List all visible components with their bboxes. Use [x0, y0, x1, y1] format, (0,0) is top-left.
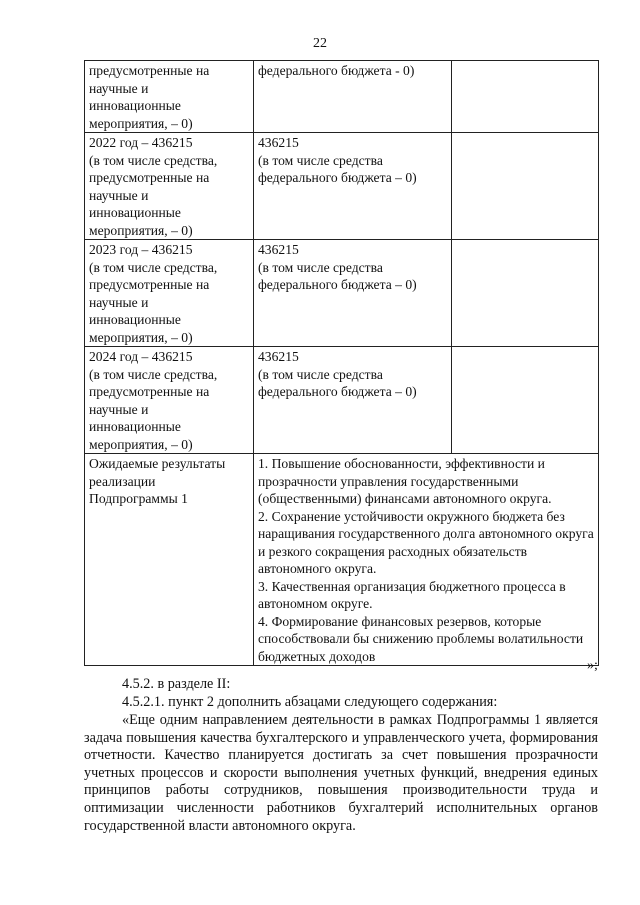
period-cell	[85, 133, 254, 240]
period-cell-line: научные и	[89, 187, 149, 203]
period-cell-line: инновационные	[89, 98, 181, 113]
amount-cell-line: 436215	[258, 135, 299, 150]
amount-cell	[254, 61, 452, 133]
amount-cell-line: (в том числе средства	[258, 259, 383, 275]
results-items-cell-line: 3. Качественная организация бюджетного процесса в автономном округе.	[258, 578, 566, 611]
results-items-cell	[254, 454, 599, 666]
amount-cell	[254, 240, 452, 347]
extra-cell	[452, 240, 599, 347]
period-cell	[85, 61, 254, 133]
extra-cell	[452, 61, 599, 133]
table-row-results	[85, 454, 599, 666]
period-cell-line: (в том числе средства,	[89, 366, 218, 382]
table-row	[85, 61, 599, 133]
amount-cell-line: федерального бюджета – 0)	[258, 384, 417, 399]
period-cell-line: предусмотренные на	[89, 277, 210, 292]
results-items-cell-line: 4. Формирование финансовых резервов, которые способствовали бы снижению проблемы волатильности бюджетных доходов	[258, 613, 584, 664]
period-cell-line: предусмотренные на	[89, 63, 210, 78]
table-row	[85, 240, 599, 347]
period-cell-line: 2023 год – 436215	[89, 242, 193, 257]
table-row	[85, 347, 599, 454]
period-cell-line: предусмотренные на	[89, 384, 210, 399]
results-items-cell-line: 2. Сохранение устойчивости окружного бюджета без наращивания государственного долга автономного округа и резкого сокращения расходных обязательств автономного округа.	[258, 508, 594, 576]
period-cell-line: инновационные	[89, 312, 181, 327]
amount-cell	[254, 347, 452, 454]
amount-cell-line: 436215	[258, 242, 299, 257]
results-label-cell-line: реализации	[89, 473, 156, 489]
period-cell-line: предусмотренные на	[89, 170, 210, 185]
results-label-cell-line: Ожидаемые результаты	[89, 456, 226, 471]
budget-table-body	[85, 61, 599, 666]
budget-table	[84, 60, 599, 666]
period-cell	[85, 240, 254, 347]
amount-cell-line: 436215	[258, 349, 299, 364]
period-cell-line: мероприятия, – 0)	[89, 222, 193, 238]
results-label-cell	[85, 454, 254, 666]
results-label-cell-line: Подпрограммы 1	[89, 491, 188, 506]
extra-cell	[452, 133, 599, 240]
amount-cell-line: федерального бюджета – 0)	[258, 277, 417, 292]
amount-cell-line: (в том числе средства	[258, 152, 383, 168]
extra-cell	[452, 347, 599, 454]
page-number: 22	[313, 36, 327, 51]
results-items-cell-line: 1. Повышение обоснованности, эффективности и прозрачности управления государственными (общественными) финансами автономного округа.	[258, 456, 552, 506]
amount-cell-line: (в том числе средства	[258, 366, 383, 382]
period-cell-line: 2024 год – 436215	[89, 349, 193, 364]
period-cell-line: (в том числе средства,	[89, 259, 218, 275]
table-row	[85, 133, 599, 240]
period-cell	[85, 347, 254, 454]
paragraph-section-ref: 4.5.2. в разделе II:	[122, 676, 231, 692]
period-cell-line: научные и	[89, 80, 149, 96]
period-cell-line: мероприятия, – 0)	[89, 436, 193, 452]
period-cell-line: научные и	[89, 294, 149, 310]
amount-cell	[254, 133, 452, 240]
period-cell-line: (в том числе средства,	[89, 152, 218, 168]
period-cell-line: мероприятия, – 0)	[89, 329, 193, 345]
period-cell-line: научные и	[89, 401, 149, 417]
period-cell-line: мероприятия, – 0)	[89, 115, 193, 131]
period-cell-line: инновационные	[89, 205, 181, 220]
paragraph-amendment: 4.5.2.1. пункт 2 дополнить абзацами следующего содержания:	[122, 694, 498, 710]
amount-cell-line: федерального бюджета - 0)	[258, 63, 415, 78]
period-cell-line: 2022 год – 436215	[89, 135, 193, 150]
paragraph-quoted-text: «Еще одним направлением деятельности в рамках Подпрограммы 1 является задача повышения качества бухгалтерского и управленческого учета, формирования отчетности. Качество планируется достигать за счет повышения прозрачности учетных процессов и скорости выполнения учетных функций, внедрения единых принципов работы сотрудников, повышения производительности труда и оптимизации численности работников бухгалтерий исполнительных органов государственной власти автономного округа.	[84, 712, 598, 834]
quote-end-mark: »;	[587, 658, 598, 673]
amount-cell-line: федерального бюджета – 0)	[258, 170, 417, 185]
period-cell-line: инновационные	[89, 419, 181, 434]
